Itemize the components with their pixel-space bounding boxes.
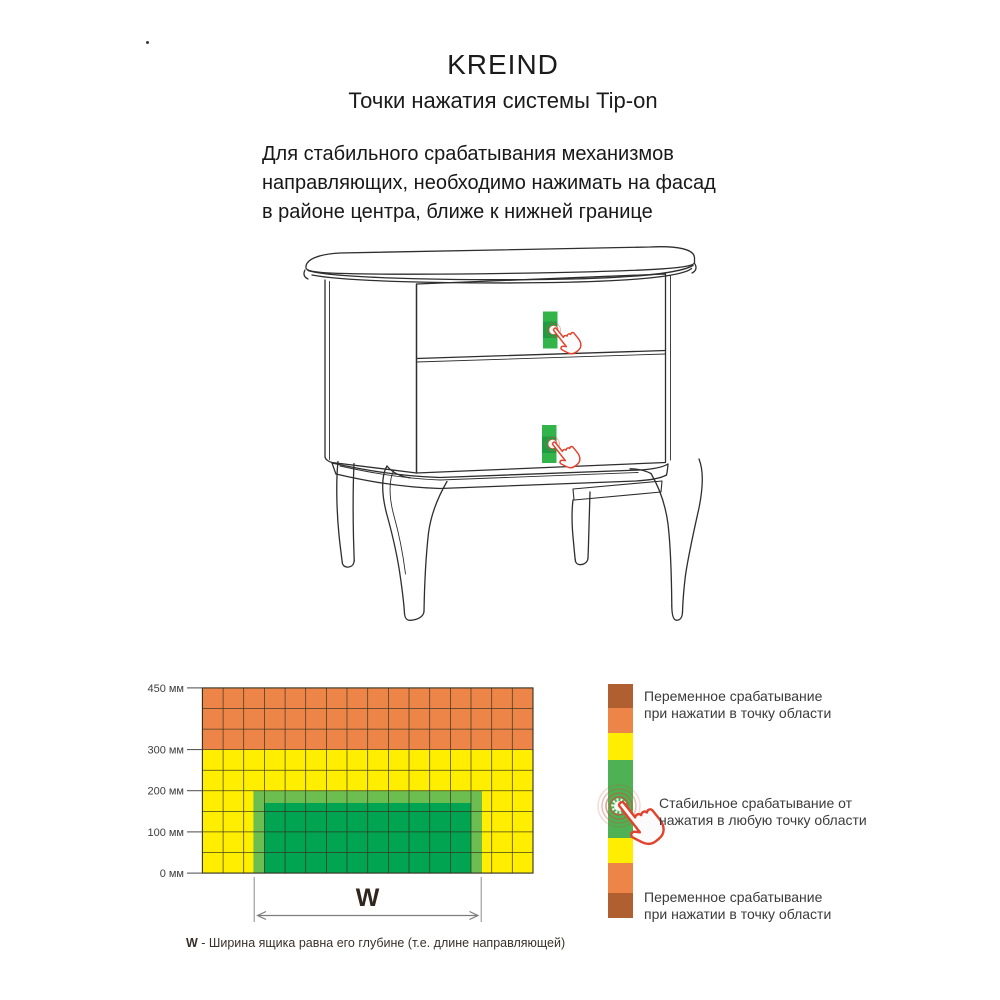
- width-caption-symbol: W: [186, 936, 198, 950]
- width-label: W: [355, 884, 380, 912]
- legend-item-variable-bottom: [644, 889, 831, 922]
- axis-label: 0 мм: [159, 868, 184, 881]
- touch-point-upper-drawer: [543, 312, 584, 359]
- legend-item-variable-top: [644, 688, 831, 721]
- legend-line: при нажатии в точку области: [644, 905, 832, 922]
- legend-line: Переменное срабатывание: [644, 688, 823, 704]
- touch-point-lower-drawer: [542, 425, 583, 472]
- width-dimension: [254, 877, 481, 922]
- axis-ticks: [187, 688, 202, 873]
- brand-title: KREIND: [447, 49, 559, 80]
- stray-dot-mark: [146, 41, 149, 44]
- width-caption: [186, 936, 565, 950]
- legs: [337, 459, 702, 620]
- legend-line: нажатия в любую точку области: [659, 811, 867, 828]
- legend-item-stable: [659, 795, 867, 828]
- legend-line: Переменное срабатывание: [644, 889, 823, 905]
- axis-label: 100 мм: [147, 826, 184, 839]
- tabletop-molding: [304, 247, 696, 283]
- legend-line: при нажатии в точку области: [644, 704, 832, 721]
- cabinet-body: [325, 274, 671, 473]
- intro-paragraph: [262, 140, 716, 227]
- nightstand-illustration: [250, 245, 720, 630]
- page-subtitle: Точки нажатия системы Tip-on: [348, 88, 658, 113]
- intro-line: в районе центра, ближе к нижней границе: [262, 201, 653, 223]
- intro-line: направляющих, необходимо нажимать на фасад: [262, 172, 716, 194]
- press-zone-chart: [140, 664, 550, 926]
- legend-line: Стабильное срабатывание от: [659, 795, 853, 811]
- axis-labels: [147, 683, 184, 880]
- axis-label: 200 мм: [147, 785, 184, 798]
- intro-line: Для стабильного срабатывания механизмов: [262, 143, 674, 165]
- axis-label: 450 мм: [147, 683, 184, 695]
- axis-label: 300 мм: [147, 744, 184, 757]
- width-caption-text: - Ширина ящика равна его глубине (т.е. длине направляющей): [197, 936, 566, 950]
